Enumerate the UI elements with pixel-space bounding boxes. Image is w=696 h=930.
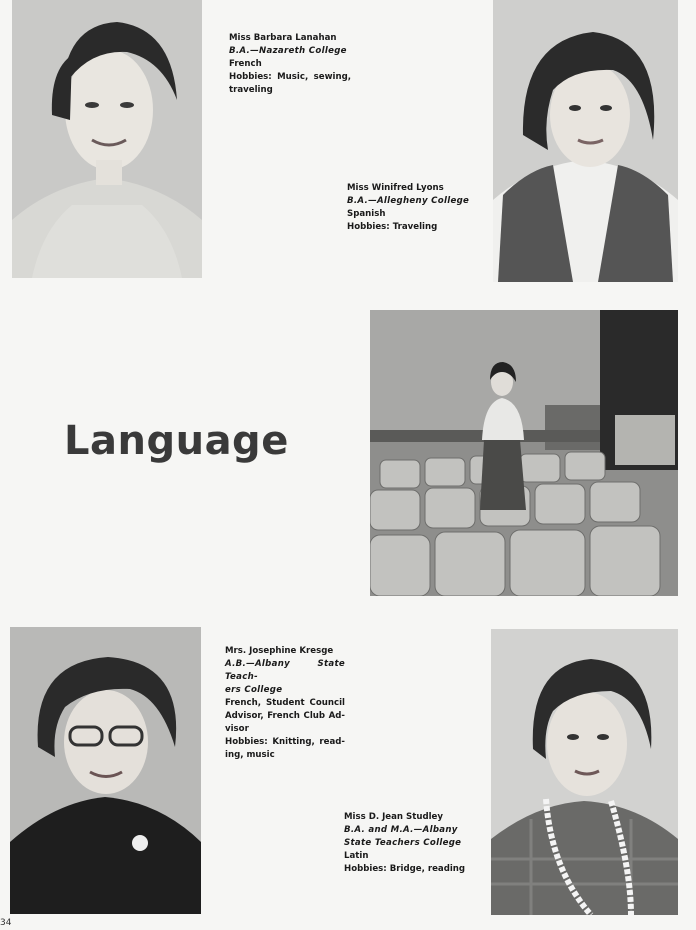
teacher-subject-line1: French, Student Council xyxy=(225,698,345,708)
teacher-degree-line2: ers College xyxy=(225,685,283,695)
caption-lyons xyxy=(347,182,477,234)
teacher-hobbies-line1: Hobbies: Music, sewing, xyxy=(229,72,351,82)
teacher-hobbies-line1: Hobbies: Knitting, read- xyxy=(225,737,345,747)
teacher-subject: Spanish xyxy=(347,209,386,219)
teacher-name: Miss Barbara Lanahan xyxy=(229,33,337,43)
caption-lanahan xyxy=(229,32,351,97)
portrait-photo-kresge xyxy=(10,627,201,914)
teacher-degree-line1: B.A. and M.A.—Albany xyxy=(344,825,458,835)
teacher-name: Miss Winifred Lyons xyxy=(347,183,444,193)
teacher-degree: B.A.—Allegheny College xyxy=(347,196,470,206)
section-title: Language xyxy=(64,418,289,464)
portrait-photo-lanahan xyxy=(12,0,202,278)
teacher-degree-line1: A.B.—Albany State Teach- xyxy=(225,659,345,682)
teacher-hobbies-line2: ing, music xyxy=(225,750,275,760)
teacher-subject-line3: visor xyxy=(225,724,249,734)
teacher-degree: B.A.—Nazareth College xyxy=(229,46,347,56)
teacher-subject: French xyxy=(229,59,262,69)
teacher-degree-line2: State Teachers College xyxy=(344,838,462,848)
caption-kresge xyxy=(225,645,345,762)
teacher-subject: Latin xyxy=(344,851,369,861)
teacher-hobbies-line1: Hobbies: Traveling xyxy=(347,222,438,232)
teacher-name: Miss D. Jean Studley xyxy=(344,812,443,822)
teacher-hobbies-line2: traveling xyxy=(229,85,273,95)
teacher-name: Mrs. Josephine Kresge xyxy=(225,646,334,656)
portrait-photo-lyons xyxy=(493,0,678,282)
teacher-subject-line2: Advisor, French Club Ad- xyxy=(225,711,345,721)
caption-studley xyxy=(344,811,474,876)
page-number: 34 xyxy=(0,918,12,928)
portrait-photo-studley xyxy=(491,629,678,915)
teacher-hobbies-line1: Hobbies: Bridge, reading xyxy=(344,864,466,874)
auditorium-photo xyxy=(370,310,678,596)
